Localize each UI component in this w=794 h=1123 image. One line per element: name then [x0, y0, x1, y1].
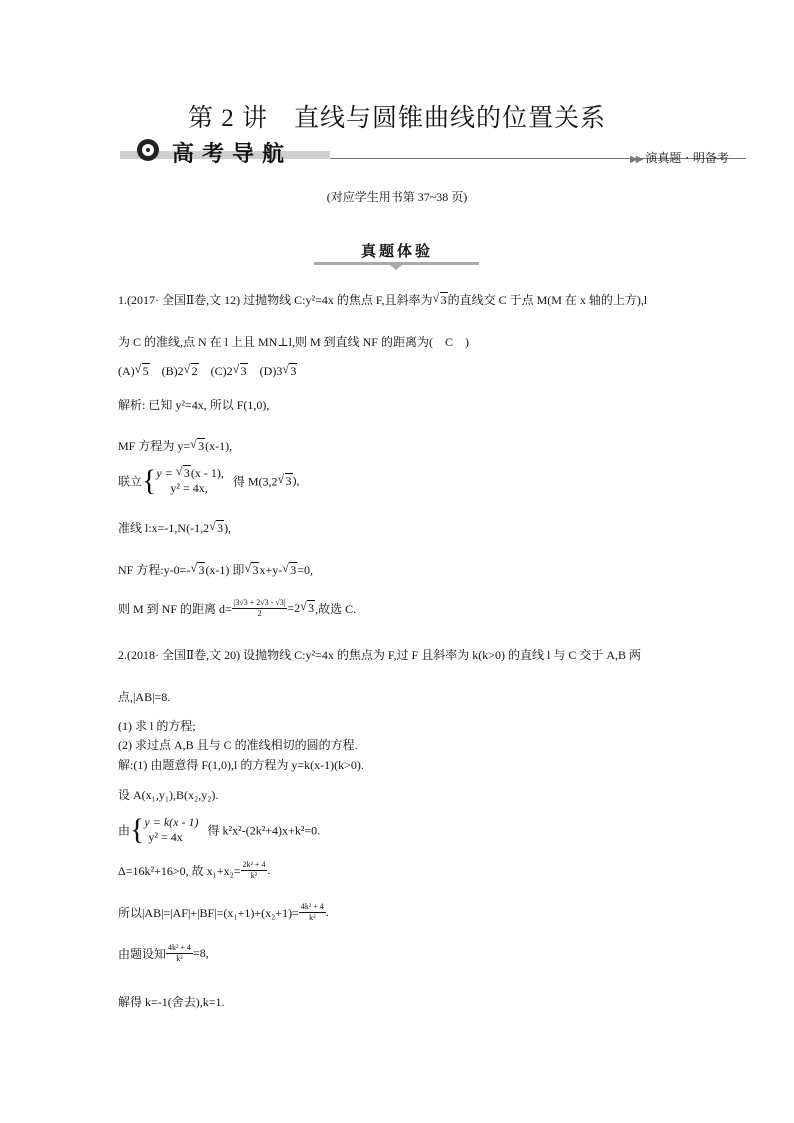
page-reference: (对应学生用书第 37~38 页): [326, 190, 468, 204]
p2-subquestion-2: (2) 求过点 A,B 且与 C 的准线相切的圆的方程.: [118, 738, 358, 752]
p2-solution-system: 由{ y = k(x - 1) y² = 4x 得 k²x²-(2k²+4)x+k²=0.: [118, 813, 321, 846]
section-pointer-icon: [390, 265, 402, 270]
banner-subtitle: ▶▶ 演真题 · 明备考: [630, 151, 729, 165]
p1-solution-1: 解析: 已知 y²=4x, 所以 F(1,0),: [118, 398, 270, 412]
p1-options: (A)√ 5 (B)2√ 2 (C)2√ 3 (D)3√ 3: [118, 364, 297, 379]
double-arrow-icon: ▶▶: [630, 154, 642, 165]
p2-solution-2: 设 A(x₁,y₁),B(x₂,y₂).: [118, 788, 219, 802]
p1-solution-5: NF 方程:y-0=-√ 3(x-1) 即√ 3x+y-√ 3=0,: [118, 561, 313, 578]
p1-question-line2: 为 C 的准线,点 N 在 l 上且 MN⊥l,则 M 到直线 NF 的距离为( C ): [118, 335, 469, 349]
page-title: 第 2 讲 直线与圆锥曲线的位置关系: [187, 105, 606, 132]
target-icon: [137, 139, 159, 161]
p1-question-line1: 1.(2017· 全国Ⅱ卷,文 12) 过抛物线 C:y²=4x 的焦点 F,且斜率为√ 3的直线交 C 于点 M(M 在 x 轴的上方),l: [118, 291, 647, 308]
p1-solution-4: 准线 l:x=-1,N(-1,2√ 3),: [118, 519, 231, 536]
p2-subquestion-1: (1) 求 l 的方程;: [118, 719, 196, 733]
p1-solution-6: 则 M 到 NF 的距离 d= $\frac{|3√3 + 2√3 - √3|}{2}$ =2√ 3,故选 C.: [118, 598, 356, 619]
p2-solution-1: 解:(1) 由题意得 F(1,0),l 的方程为 y=k(x-1)(k>0).: [118, 758, 364, 772]
p1-solution-2: MF 方程为 y=√ 3(x-1),: [118, 437, 232, 454]
p2-solution-4: Δ=16k²+16>0, 故 x₁+x₂= $\frac{\text{2k² + 4}}{\text{k²}}$ .: [118, 860, 271, 880]
p2-solution-6: 由题设知 $\frac{\text{4k² + 4}}{\text{k²}}$ =8,: [118, 943, 209, 963]
p2-question-line2: 点,|AB|=8.: [118, 690, 171, 704]
p2-question-line1: 2.(2018· 全国Ⅱ卷,文 20) 设抛物线 C:y²=4x 的焦点为 F,过 F 且斜率为 k(k>0) 的直线 l 与 C 交于 A,B 两: [118, 648, 642, 662]
banner-heading: 高考导航: [172, 142, 293, 167]
p2-solution-5: 所以|AB|=|AF|+|BF|=(x₁+1)+(x₂+1)= $\frac{\text{4k² + 4}}{\text{k²}}$ .: [118, 902, 329, 922]
section-title: 真题体验: [360, 242, 433, 260]
p1-solution-system: 联立{ y = √ 3(x - 1), y² = 4x, 得 M(3,2√ 3),: [118, 466, 300, 496]
p2-solution-7: 解得 k=-1(舍去),k=1.: [118, 995, 225, 1009]
